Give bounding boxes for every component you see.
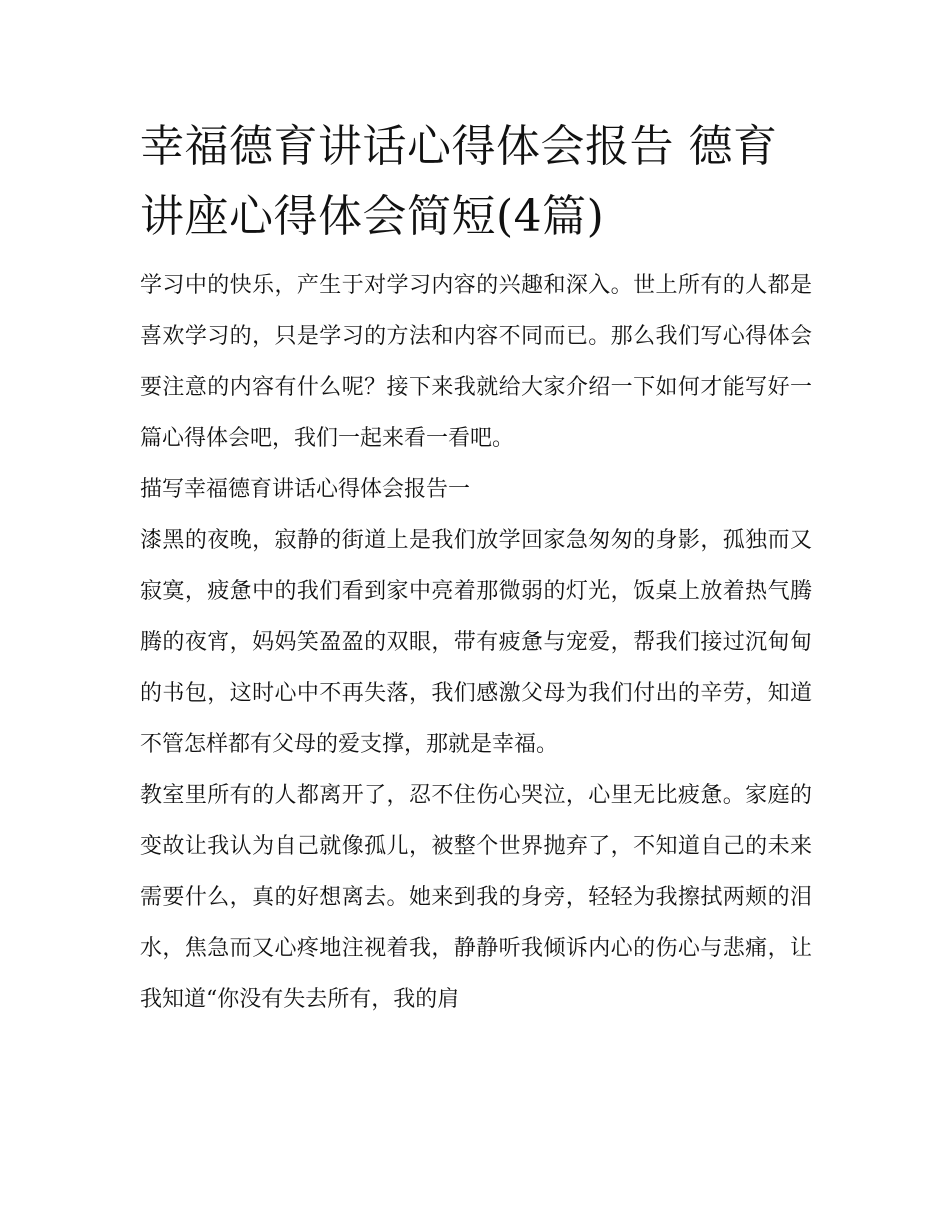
intro-paragraph: 学习中的快乐，产生于对学习内容的兴趣和深入。世上所有的人都是喜欢学习的，只是学习的方法和内容不同而已。那么我们写心得体会要注意的内容有什么呢？接下来我就给大家介绍一下如何才能写好一篇心得体会吧，我们一起来看一看吧。	[140, 273, 812, 451]
document-title: 幸福德育讲话心得体会报告 德育讲座心得体会简短(4篇)	[140, 121, 778, 242]
section-heading: 描写幸福德育讲话心得体会报告一	[140, 477, 471, 502]
body-paragraph-2: 教室里所有的人都离开了，忍不住伤心哭泣，心里无比疲惫。家庭的变故让我认为自己就像孤儿，被整个世界抛弃了，不知道自己的未来需要什么，真的好想离去。她来到我的身旁，轻轻为我擦拭两颊的泪水，焦急而又心疼地注视着我，静静听我倾诉内心的伤心与悲痛，让我知道“你没有失去所有，我的肩	[140, 783, 812, 1012]
document-content	[140, 112, 812, 1025]
body-paragraph-1: 漆黑的夜晚，寂静的街道上是我们放学回家急匆匆的身影，孤独而又寂寞，疲惫中的我们看到家中亮着那微弱的灯光，饭桌上放着热气腾腾的夜宵，妈妈笑盈盈的双眼，带有疲惫与宠爱，帮我们接过沉甸甸的书包，这时心中不再失落，我们感激父母为我们付出的辛劳，知道不管怎样都有父母的爱支撑，那就是幸福。	[140, 528, 812, 757]
